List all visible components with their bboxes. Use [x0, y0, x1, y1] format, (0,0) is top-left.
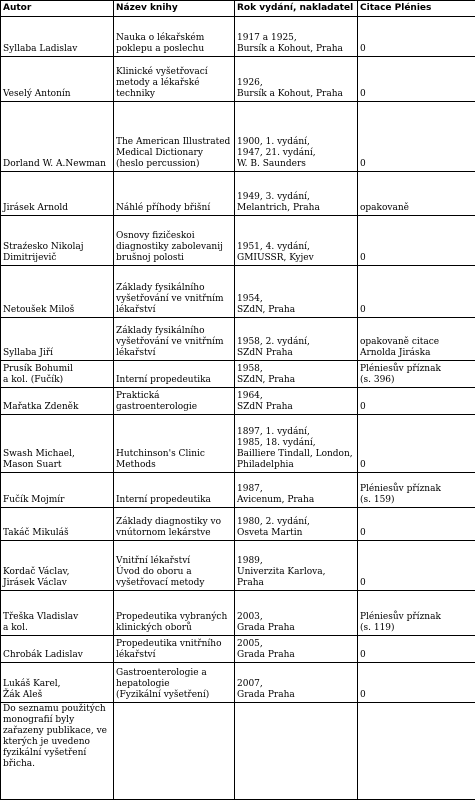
title-cell: Základy fysikálního vyšetřování ve vnitřním lékařství	[114, 318, 235, 361]
table-row	[1, 57, 475, 102]
year-publisher-cell: 2005, Grada Praha	[235, 636, 358, 663]
title-cell: Vnitřní lékařství Úvod do oboru a vyšetřovací metody	[114, 541, 235, 591]
citation-cell: Pléniesův příznak (s. 396)	[358, 361, 475, 388]
title-cell: Interní propedeutika	[114, 361, 235, 388]
citation-cell: 0	[358, 636, 475, 663]
title-cell: Propedeutika vybraných klinických oborů	[114, 591, 235, 636]
citation-cell: 0	[358, 541, 475, 591]
citation-cell: 0	[358, 17, 475, 57]
author-cell: Syllaba Jiří	[1, 318, 114, 361]
citation-cell: Pléniesův příznak (s. 159)	[358, 473, 475, 508]
header-citation: Citace Plénies	[358, 1, 475, 17]
table-row	[1, 591, 475, 636]
citation-cell: 0	[358, 216, 475, 266]
title-cell: Základy fysikálního vyšetřování ve vnitřním lékařství	[114, 266, 235, 318]
citation-cell: 0	[358, 102, 475, 172]
citation-cell: 0	[358, 415, 475, 473]
table-row	[1, 636, 475, 663]
year-publisher-cell: 1980, 2. vydání, Osveta Martin	[235, 508, 358, 541]
author-cell: Jirásek Arnold	[1, 172, 114, 216]
title-cell: Interní propedeutika	[114, 473, 235, 508]
footnote-cell: Do seznamu použitých monografií byly zařazeny publikace, ve kterých je uvedeno fyzikální vyšetření břicha.	[1, 703, 114, 800]
author-cell: Fučík Mojmír	[1, 473, 114, 508]
year-publisher-cell: 2007, Grada Praha	[235, 663, 358, 703]
year-publisher-cell: 1964, SZdN Praha	[235, 388, 358, 415]
citation-cell: opakovaně citace Arnolda Jiráska	[358, 318, 475, 361]
title-cell: The American Illustrated Medical Dictionary (heslo percussion)	[114, 102, 235, 172]
author-cell: Prusík Bohumil a kol. (Fučík)	[1, 361, 114, 388]
table-row	[1, 415, 475, 473]
author-cell: Swash Michael, Mason Suart	[1, 415, 114, 473]
year-publisher-cell: 1989, Univerzita Karlova, Praha	[235, 541, 358, 591]
title-cell: Osnovy fizičeskoi diagnostiky zabolevanij brušnoj polosti	[114, 216, 235, 266]
year-publisher-cell: 1951, 4. vydání, GMIUSSR, Kyjev	[235, 216, 358, 266]
table-row	[1, 388, 475, 415]
citation-cell: opakovaně	[358, 172, 475, 216]
citation-cell: 0	[358, 266, 475, 318]
author-cell: Chrobák Ladislav	[1, 636, 114, 663]
header-title: Název knihy	[114, 1, 235, 17]
header-author: Autor	[1, 1, 114, 17]
year-publisher-cell: 1900, 1. vydání, 1947, 21. vydání, W. B. Saunders	[235, 102, 358, 172]
author-cell: Straźesko Nikolaj Dimitrijevič	[1, 216, 114, 266]
author-cell: Lukáš Karel, Žák Aleš	[1, 663, 114, 703]
citation-cell: 0	[358, 508, 475, 541]
table-row	[1, 102, 475, 172]
title-cell: Gastroenterologie a hepatologie (Fyzikální vyšetření)	[114, 663, 235, 703]
table-row	[1, 361, 475, 388]
year-publisher-cell: 1926, Bursík a Kohout, Praha	[235, 57, 358, 102]
year-publisher-cell: 1958, 2. vydání, SZdN Praha	[235, 318, 358, 361]
footnote-row	[1, 703, 475, 800]
author-cell: Mařatka Zdeněk	[1, 388, 114, 415]
author-cell: Takáč Mikuláš	[1, 508, 114, 541]
table-row	[1, 266, 475, 318]
citation-cell: 0	[358, 663, 475, 703]
table-row	[1, 318, 475, 361]
title-cell: Propedeutika vnitřního lékařství	[114, 636, 235, 663]
author-cell: Netoušek Miloš	[1, 266, 114, 318]
citation-cell: 0	[358, 57, 475, 102]
year-publisher-cell: 1917 a 1925, Bursík a Kohout, Praha	[235, 17, 358, 57]
table-row	[1, 508, 475, 541]
empty-cell	[114, 703, 235, 800]
table-row	[1, 541, 475, 591]
title-cell: Hutchinson's Clinic Methods	[114, 415, 235, 473]
author-cell: Syllaba Ladislav	[1, 17, 114, 57]
title-cell: Nauka o lékařském poklepu a poslechu	[114, 17, 235, 57]
table-row	[1, 216, 475, 266]
year-publisher-cell: 1958, SZdN, Praha	[235, 361, 358, 388]
author-cell: Veselý Antonín	[1, 57, 114, 102]
title-cell: Náhlé příhody břišní	[114, 172, 235, 216]
empty-cell	[358, 703, 475, 800]
header-year-publisher: Rok vydání, nakladatel	[235, 1, 358, 17]
empty-cell	[235, 703, 358, 800]
table-row	[1, 172, 475, 216]
year-publisher-cell: 1954, SZdN, Praha	[235, 266, 358, 318]
author-cell: Třeška Vladislav a kol.	[1, 591, 114, 636]
author-cell: Dorland W. A.Newman	[1, 102, 114, 172]
title-cell: Praktická gastroenterologie	[114, 388, 235, 415]
year-publisher-cell: 1949, 3. vydání, Melantrich, Praha	[235, 172, 358, 216]
citation-cell: 0	[358, 388, 475, 415]
author-cell: Kordač Václav, Jirásek Václav	[1, 541, 114, 591]
citation-cell: Pléniesův příznak (s. 119)	[358, 591, 475, 636]
year-publisher-cell: 1897, 1. vydání, 1985, 18. vydání, Bailliere Tindall, London, Philadelphia	[235, 415, 358, 473]
title-cell: Základy diagnostiky vo vnútornom lekárstve	[114, 508, 235, 541]
title-cell: Klinické vyšetřovací metody a lékařské techniky	[114, 57, 235, 102]
table-row	[1, 17, 475, 57]
header-row	[1, 1, 475, 17]
table-row	[1, 473, 475, 508]
year-publisher-cell: 1987, Avicenum, Praha	[235, 473, 358, 508]
year-publisher-cell: 2003, Grada Praha	[235, 591, 358, 636]
table-row	[1, 663, 475, 703]
